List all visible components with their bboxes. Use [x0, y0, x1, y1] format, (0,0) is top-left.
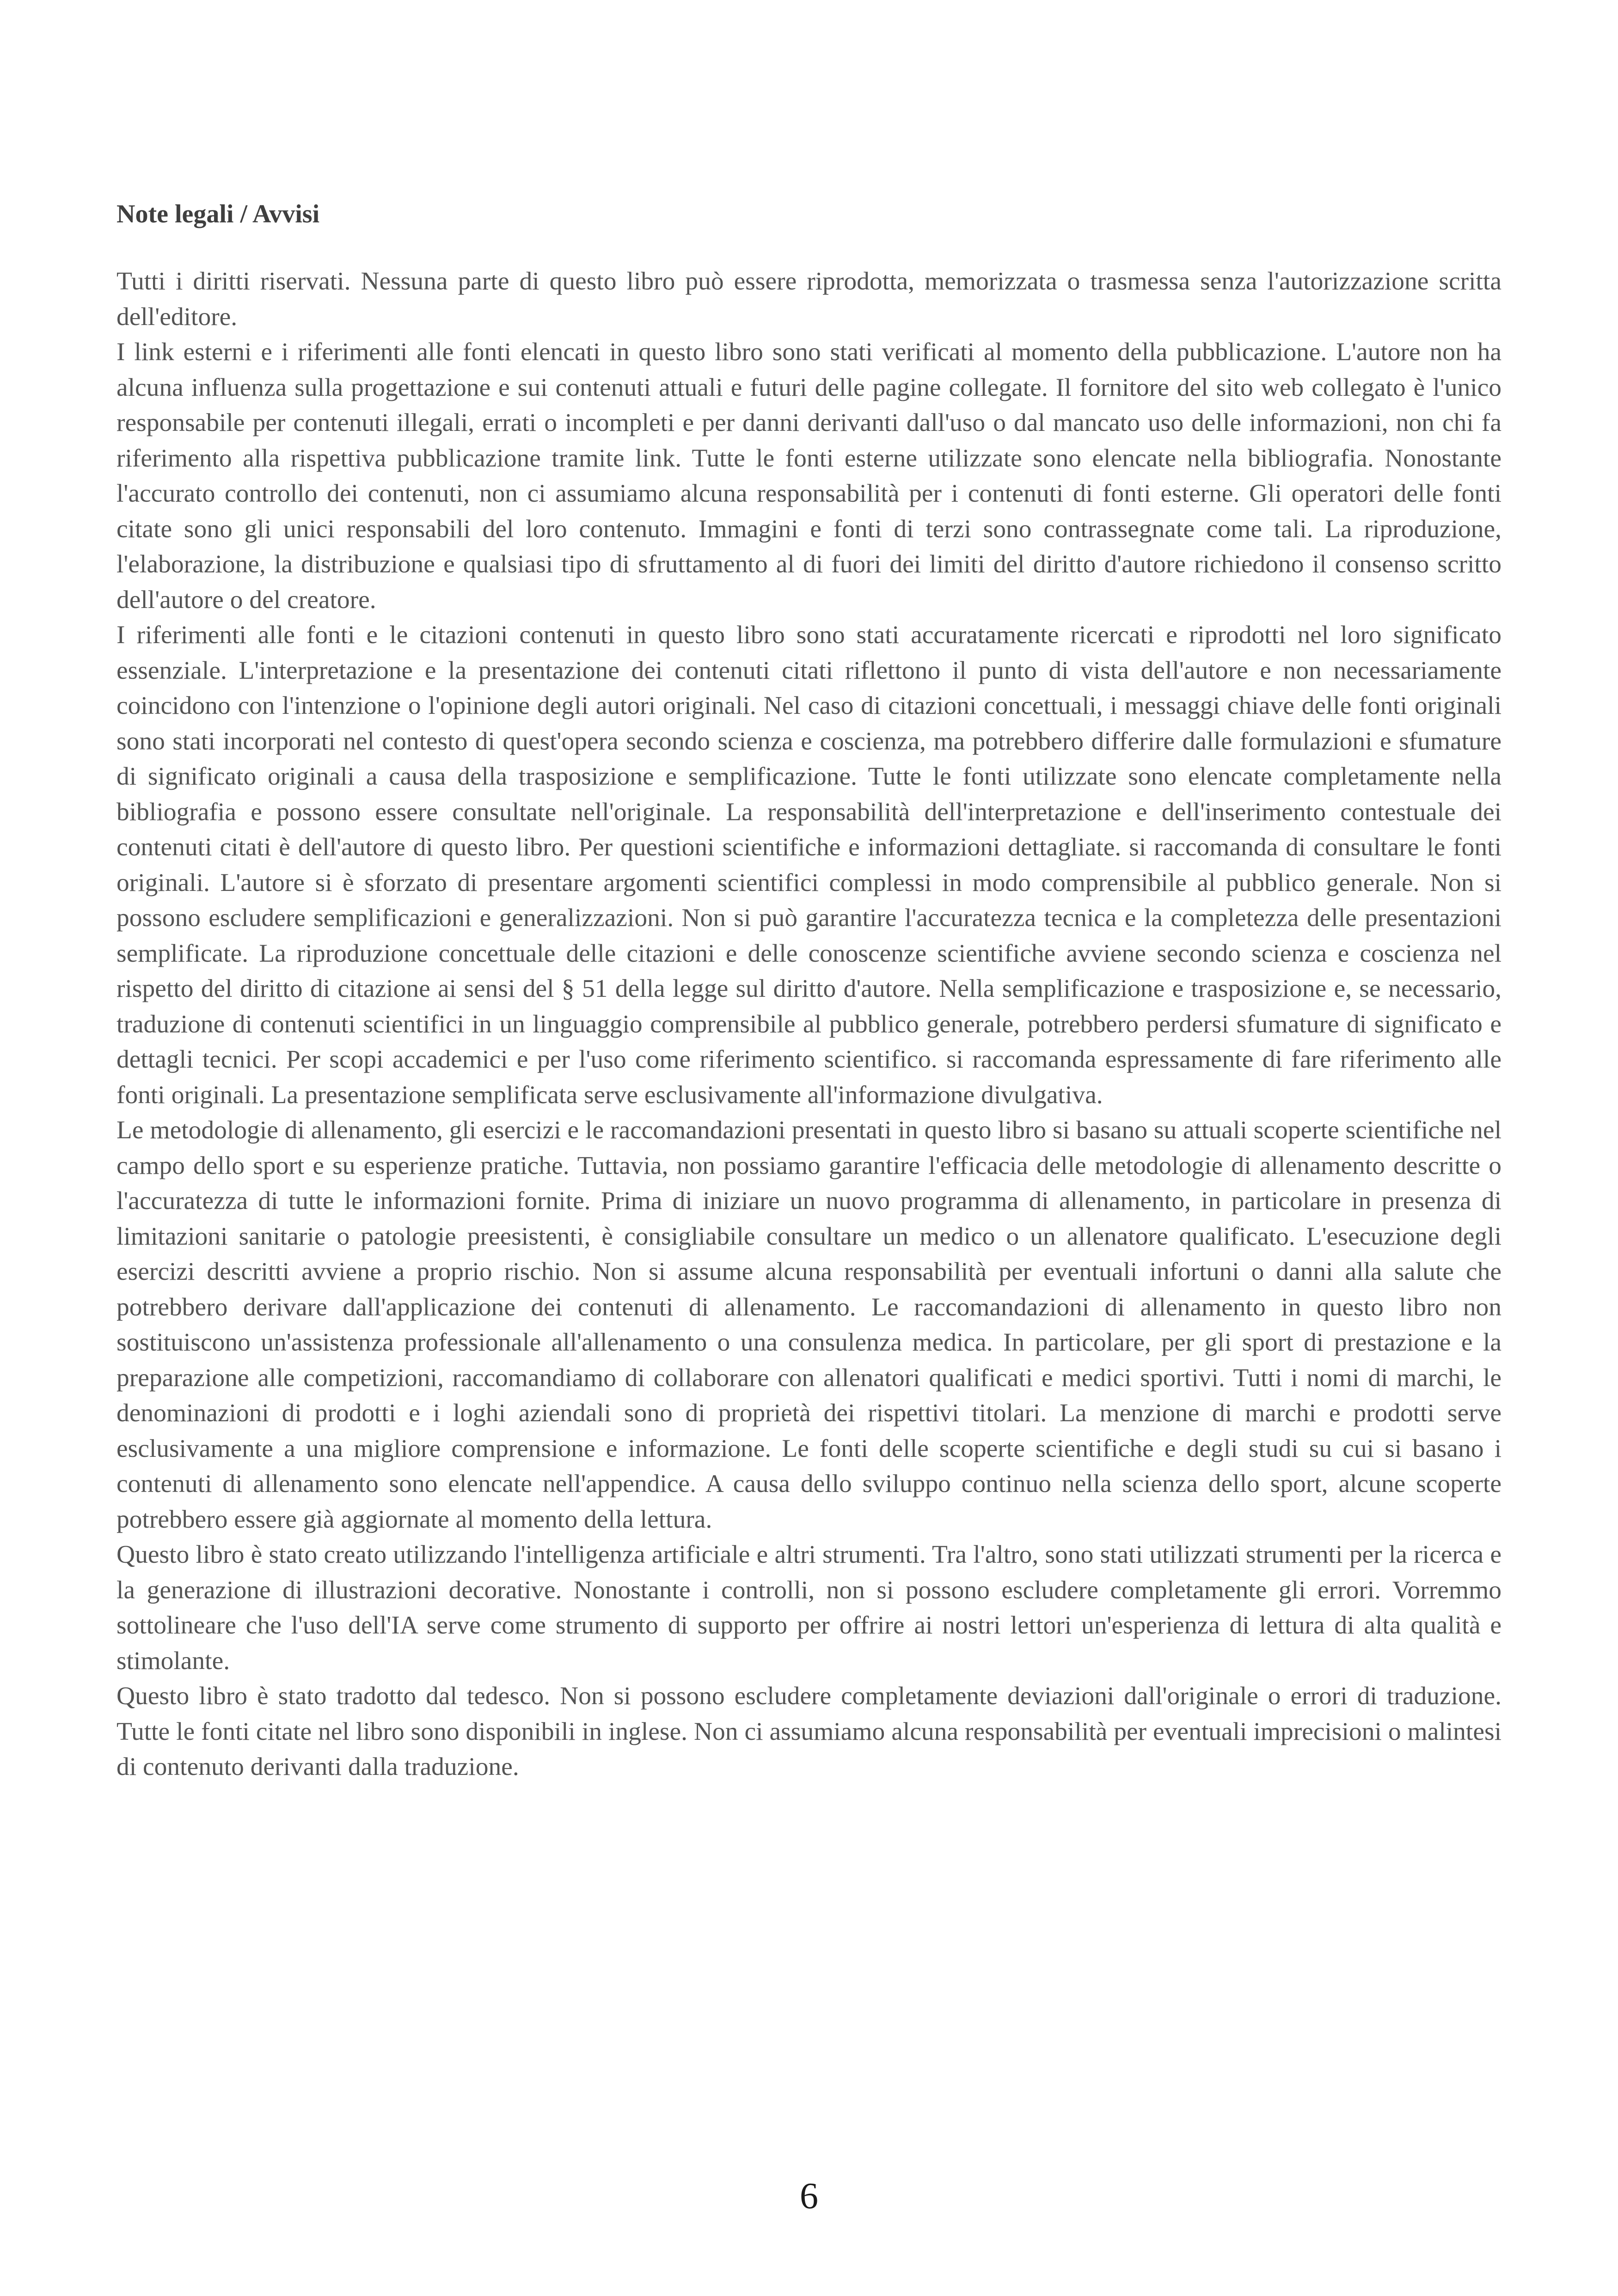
- paragraph-copyright: Tutti i diritti riservati. Nessuna parte di questo libro può essere riprodotta, memorizzata o trasmessa senza l'autorizzazione scritta dell'editore.: [116, 267, 1502, 331]
- paragraph-training-disclaimer: Le metodologie di allenamento, gli esercizi e le raccomandazioni presentati in questo libro si basano su attuali scoperte scientifiche nel campo dello sport e su esperienze pratiche. Tuttavia, non possiamo garantire l'efficacia delle metodologie di allenamento descritte o l'accuratezza di tutte le informazioni fornite. Prima di iniziare un nuovo programma di allenamento, in particolare in presenza di limitazioni sanitarie o patologie preesistenti, è consigliabile consultare un medico o un allenatore qualificato. L'esecuzione degli esercizi descritti avviene a proprio rischio. Non si assume alcuna responsabilità per eventuali infortuni o danni alla salute che potrebbero derivare dall'applicazione dei contenuti di allenamento. Le raccomandazioni di allenamento in questo libro non sostituiscono un'assistenza professionale all'allenamento o una consulenza medica. In particolare, per gli sport di prestazione e la preparazione alle competizioni, raccomandiamo di collaborare con allenatori qualificati e medici sportivi. Tutti i nomi di marchi, le denominazioni di prodotti e i loghi aziendali sono di proprietà dei rispettivi titolari. La menzione di marchi e prodotti serve esclusivamente a una migliore comprensione e informazione. Le fonti delle scoperte scientifiche e degli studi su cui si basano i contenuti di allenamento sono elencate nell'appendice. A causa dello sviluppo continuo nella scienza dello sport, alcune scoperte potrebbero essere già aggiornate al momento della lettura.: [116, 1116, 1502, 1534]
- paragraph-citations: I riferimenti alle fonti e le citazioni contenuti in questo libro sono stati accuratamente ricercati e riprodotti nel loro significato essenziale. L'interpretazione e la presentazione dei contenuti citati riflettono il punto di vista dell'autore e non necessariamente coincidono con l'intenzione o l'opinione degli autori originali. Nel caso di citazioni concettuali, i messaggi chiave delle fonti originali sono stati incorporati nel contesto di quest'opera secondo scienza e coscienza, ma potrebbero differire dalle formulazioni e sfumature di significato originali a causa della trasposizione e semplificazione. Tutte le fonti utilizzate sono elencate completamente nella bibliografia e possono essere consultate nell'originale. La responsabilità dell'interpretazione e dell'inserimento contestuale dei contenuti citati è dell'autore di questo libro. Per questioni scientifiche e informazioni dettagliate. si raccomanda di consultare le fonti originali. L'autore si è sforzato di presentare argomenti scientifici complessi in modo comprensibile al pubblico generale. Non si possono escludere semplificazioni e generalizzazioni. Non si può garantire l'accuratezza tecnica e la completezza delle presentazioni semplificate. La riproduzione concettuale delle citazioni e delle conoscenze scientifiche avviene secondo scienza e coscienza nel rispetto del diritto di citazione ai sensi del § 51 della legge sul diritto d'autore. Nella semplificazione e trasposizione e, se necessario, traduzione di contenuti scientifici in un linguaggio comprensibile al pubblico generale, potrebbero perdersi sfumature di significato e dettagli tecnici. Per scopi accademici e per l'uso come riferimento scientifico. si raccomanda espressamente di fare riferimento alle fonti originali. La presentazione semplificata serve esclusivamente all'informazione divulgativa.: [116, 621, 1502, 1109]
- paragraph-external-links: I link esterni e i riferimenti alle fonti elencati in questo libro sono stati verificati al momento della pubblicazione. L'autore non ha alcuna influenza sulla progettazione e sui contenuti attuali e futuri delle pagine collegate. Il fornitore del sito web collegato è l'unico responsabile per contenuti illegali, errati o incompleti e per danni derivanti dall'uso o dal mancato uso delle informazioni, non chi fa riferimento alla rispettiva pubblicazione tramite link. Tutte le fonti esterne utilizzate sono elencate nella bibliografia. Nonostante l'accurato controllo dei contenuti, non ci assumiamo alcuna responsabilità per i contenuti di fonti esterne. Gli operatori delle fonti citate sono gli unici responsabili del loro contenuto. Immagini e fonti di terzi sono contrassegnate come tali. La riproduzione, l'elaborazione, la distribuzione e qualsiasi tipo di sfruttamento al di fuori dei limiti del diritto d'autore richiedono il consenso scritto dell'autore o del creatore.: [116, 338, 1502, 614]
- section-heading: Note legali / Avvisi: [116, 200, 320, 228]
- page-number: 6: [800, 2176, 818, 2216]
- document-body: [116, 196, 1502, 1785]
- paragraph-translation-notice: Questo libro è stato tradotto dal tedesco. Non si possono escludere completamente deviazioni dall'originale o errori di traduzione. Tutte le fonti citate nel libro sono disponibili in inglese. Non ci assumiamo alcuna responsabilità per eventuali imprecisioni o malintesi di contenuto derivanti dalla traduzione.: [116, 1682, 1502, 1781]
- paragraph-ai-notice: Questo libro è stato creato utilizzando l'intelligenza artificiale e altri strumenti. Tra l'altro, sono stati utilizzati strumenti per la ricerca e la generazione di illustrazioni decorative. Nonostante i controlli, non si possono escludere completamente gli errori. Vorremmo sottolineare che l'uso dell'IA serve come strumento di supporto per offrire ai nostri lettori un'esperienza di lettura di alta qualità e stimolante.: [116, 1541, 1502, 1675]
